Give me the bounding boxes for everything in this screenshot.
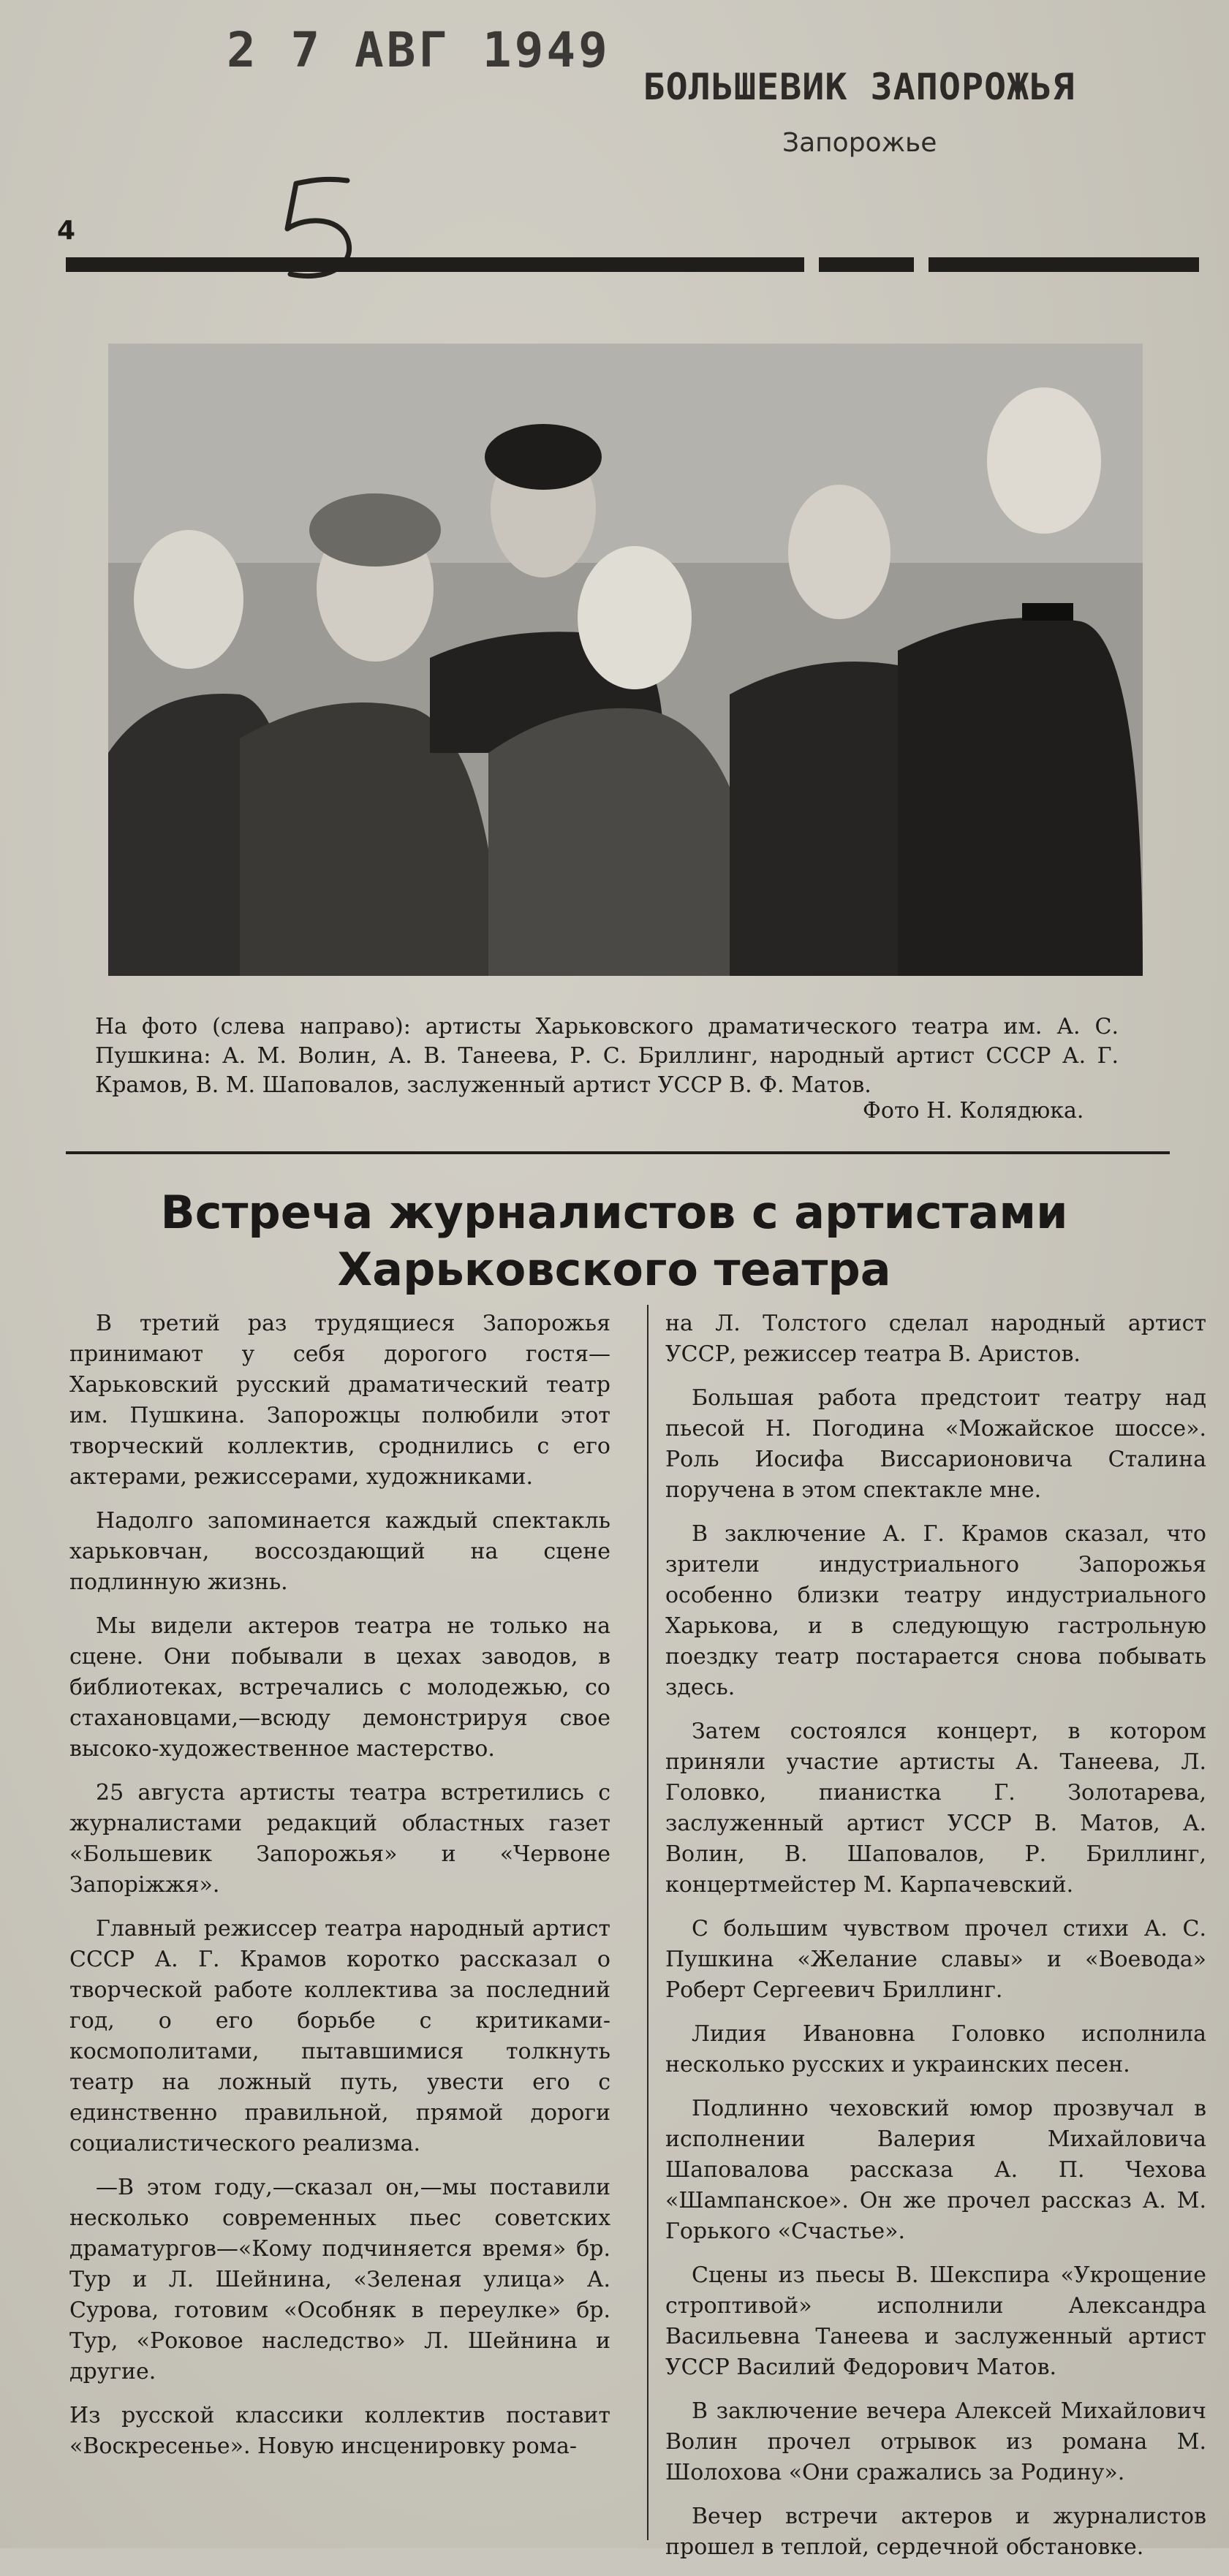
article-headline	[124, 1184, 1104, 1298]
person-6-body	[898, 618, 1143, 976]
person-4-head	[578, 546, 692, 689]
right-paragraph: С большим чувством прочел стихи А. С. Пушкина «Желание славы» и «Воевода» Роберт Сергеевич Бриллинг.	[665, 1916, 1206, 2003]
right-paragraph: Затем состоялся концерт, в котором приняли участие артисты А. Танеева, Л. Головко, пианистка Г. Золотарева, заслуженный артист УССР В. Матов, А. Волин, В. Шаповалов, Р. Бриллинг, концертмейстер М. Карпачевский.	[665, 1719, 1206, 1898]
left-paragraph: Надолго запоминается каждый спектакль харьковчан, воссоздающий на сцене подлинную жизнь.	[69, 1508, 610, 1595]
newspaper-name-stamp: БОЛЬШЕВИК ЗАПОРОЖЬЯ	[643, 66, 1075, 108]
column-divider	[647, 1305, 648, 2540]
article-right-column	[665, 1308, 1206, 2576]
left-paragraph: В третий раз трудящиеся Запорожья принимают у себя дорогого гостя—Харьковский русский драматический театр им. Пушкина. Запорожцы полюбили этот творческий коллектив, сроднились с его актерами, режиссерами, художниками.	[69, 1311, 610, 1490]
right-paragraph: Сцены из пьесы В. Шекспира «Укрощение строптивой» исполнили Александра Васильевна Танеева и заслуженный артист УССР Василий Федорович Матов.	[665, 2262, 1206, 2380]
section-divider	[66, 1151, 1170, 1154]
photo-caption: На фото (слева направо): артисты Харьковского драматического театра им. А. С. Пушкина: А. М. Волин, А. В. Танеева, Р. С. Бриллинг, народный артист СССР А. Г. Крамов, В. М. Шаповалов, заслуженный артист УССР В. Ф. Матов.	[95, 1014, 1119, 1098]
right-paragraph: В заключение вечера Алексей Михайлович Волин прочел отрывок из романа М. Шолохова «Они сражались за Родину».	[665, 2398, 1206, 2485]
right-paragraph: Большая работа предстоит театру над пьесой Н. Погодина «Можайское шоссе». Роль Иосифа Виссарионовича Сталина поручена в этом спектакле мне.	[665, 1385, 1206, 1503]
headline-line-2: Харьковского театра	[337, 1243, 891, 1296]
left-paragraph: Мы видели актеров театра не только на сцене. Они побывали в цехах заводов, в библиотеках, встречались с молодежью, со стахановцами,—всюду демонстрируя свое высоко-художественное мастерство.	[69, 1613, 610, 1762]
person-1-head	[134, 530, 243, 669]
photo-credit: Фото Н. Колядюка.	[863, 1098, 1084, 1124]
right-paragraph: Вечер встречи актеров и журналистов прошел в теплой, сердечной обстановке.	[665, 2504, 1206, 2560]
person-6-head	[987, 387, 1101, 534]
headline-line-1: Встреча журналистов с артистами	[160, 1186, 1068, 1239]
right-paragraph: на Л. Толстого сделал народный артист УССР, режиссер театра В. Аристов.	[665, 1311, 1206, 1367]
top-rule	[66, 257, 1199, 272]
date-stamp: 2 7 АВГ 1949	[227, 22, 610, 78]
photo-figures	[108, 344, 1143, 976]
group-photo	[108, 344, 1143, 976]
city-stamp: Запорожье	[782, 128, 937, 158]
left-paragraph: Главный режиссер театра народный артист СССР А. Г. Крамов коротко рассказал о творческой работе коллектива за последний год, о его борьбе с критиками-космополитами, пытавшимися толкнуть театр на ложный путь, увести его с единственно правильной, прямой дороги социалистического реализма.	[69, 1916, 610, 2156]
left-paragraph: —В этом году,—сказал он,—мы поставили несколько современных пьес советских драматургов—«Кому подчиняется время» бр. Тур и Л. Шейнина, «Зеленая улица» А. Сурова, готовим «Особняк в переулке» бр. Тур, «Роковое наследство» Л. Шейнина и другие.	[69, 2175, 610, 2384]
right-paragraph: Подлинно чеховский юмор прозвучал в исполнении Валерия Михайловича Шаповалова рассказа А. П. Чехова «Шампанское». Он же прочел рассказ А. М. Горького «Счастье».	[665, 2096, 1206, 2244]
left-paragraph: 25 августа артисты театра встретились с журналистами редакций областных газет «Большевик Запорожья» и «Червоне Запоріжжя».	[69, 1780, 610, 1898]
article-left-column	[69, 1308, 610, 2475]
person-5-head	[788, 485, 890, 619]
right-paragraph: В заключение А. Г. Крамов сказал, что зрители индустриального Запорожья особенно близки театру индустриального Харькова, и в следующую гастрольную поездку театр постарается снова побывать здесь.	[665, 1521, 1206, 1700]
left-paragraph: Из русской классики коллектив поставит «Воскресенье». Новую инсценировку рома-	[69, 2403, 610, 2459]
right-paragraph: Лидия Ивановна Головко исполнила несколько русских и украинских песен.	[665, 2021, 1206, 2077]
page-number-small: 4	[57, 216, 76, 246]
